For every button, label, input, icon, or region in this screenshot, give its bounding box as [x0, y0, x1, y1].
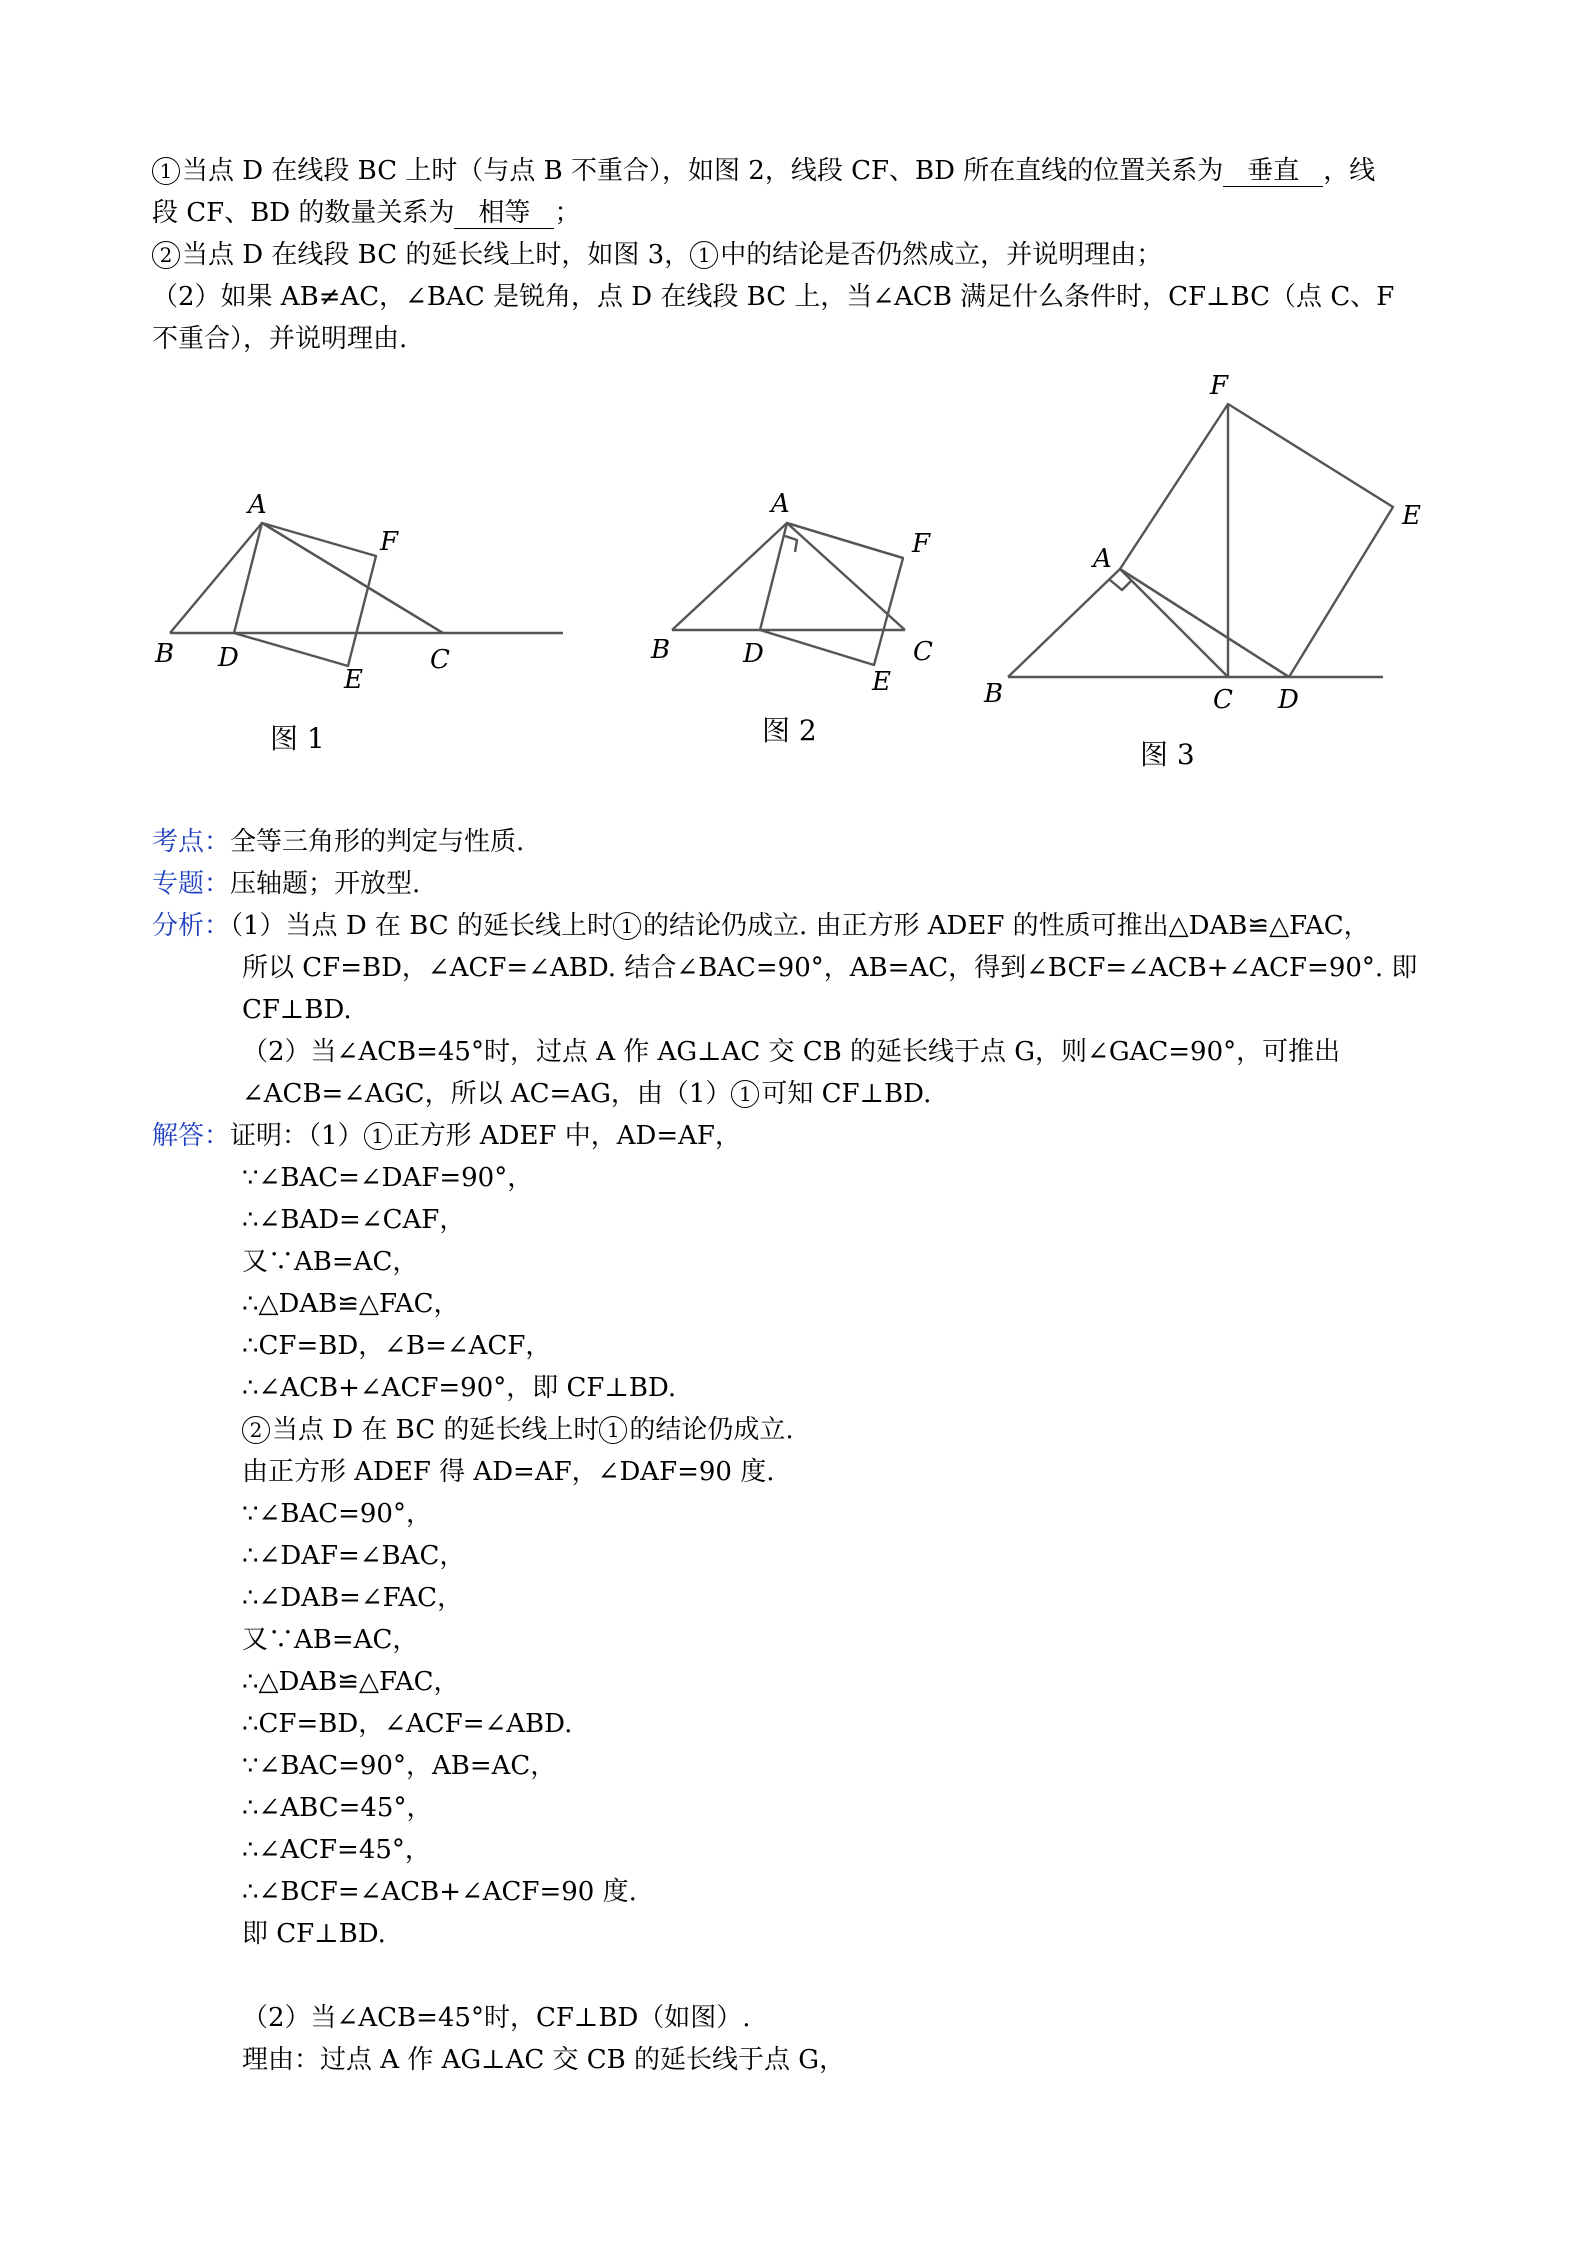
circled-number: 2 — [152, 241, 180, 269]
fig1-label-C: C — [430, 645, 450, 675]
circled-number: 2 — [242, 1416, 270, 1444]
fig3-caption: 图 3 — [1140, 738, 1195, 771]
text: 证明：（1） — [230, 1121, 364, 1151]
fig3-label-C: C — [1213, 685, 1233, 715]
solution-line: ∴△DAB≌△FAC， — [242, 1667, 460, 1697]
answer-blank-1: 垂直 — [1223, 156, 1323, 187]
solution-line — [242, 1413, 794, 1447]
fenxi-label: 分析： — [152, 911, 231, 941]
solution-line: 又∵AB=AC， — [242, 1247, 419, 1277]
answer-blank-2: 相等 — [454, 198, 554, 229]
solution-line: ∴∠ACB+∠ACF=90°，即 CF⊥BD. — [242, 1373, 677, 1403]
fig2-caption: 图 2 — [762, 714, 817, 747]
jieda-label: 解答： — [152, 1121, 231, 1151]
zhuanti-label: 专题： — [152, 869, 231, 899]
solution-line: ∴∠ABC=45°， — [242, 1793, 433, 1823]
fig2-label-E: E — [872, 667, 891, 697]
text: ，线 — [1323, 156, 1376, 186]
solution-line: ∴CF=BD，∠ACF=∠ABD. — [242, 1709, 573, 1739]
figure-3 — [1008, 404, 1393, 677]
fig3-label-B: B — [984, 679, 1004, 709]
fig2-label-C: C — [913, 637, 933, 667]
text: 当点 D 在线段 BC 的延长线上时，如图 3， — [182, 240, 691, 270]
solution-line: 理由：过点 A 作 AG⊥AC 交 CB 的延长线于点 G， — [242, 2045, 846, 2075]
zhuanti-line — [152, 867, 420, 901]
circled-number: 1 — [731, 1080, 759, 1108]
solution-line: ∴∠ACF=45°， — [242, 1835, 431, 1865]
solution-line: 由正方形 ADEF 得 AD=AF，∠DAF=90 度. — [242, 1457, 775, 1487]
fenxi-line-5 — [242, 1077, 931, 1111]
figure-2 — [672, 523, 905, 665]
fig3-label-D: D — [1278, 685, 1299, 715]
text: 当点 D 在 BC 的延长线上时 — [272, 1415, 600, 1445]
fenxi-line-1 — [152, 909, 1370, 943]
problem-line-4: （2）如果 AB≠AC，∠BAC 是锐角，点 D 在线段 BC 上，当∠ACB 满足什么条件时，CF⊥BC（点 C、F — [152, 282, 1395, 312]
solution-line: 即 CF⊥BD. — [242, 1919, 386, 1949]
text: 中的结论是否仍然成立，并说明理由； — [720, 240, 1163, 270]
fenxi-line-2: 所以 CF=BD，∠ACF=∠ABD. 结合∠BAC=90°，AB=AC，得到∠BCF=∠ACB+∠ACF=90°. 即 — [242, 953, 1418, 983]
circled-number: 1 — [364, 1122, 392, 1150]
text: ； — [554, 198, 581, 228]
solution-line: ∴∠DAF=∠BAC， — [242, 1541, 466, 1571]
fig2-label-B: B — [651, 635, 671, 665]
fenxi-line-4: （2）当∠ACB=45°时，过点 A 作 AG⊥AC 交 CB 的延长线于点 G，则∠GAC=90°，可推出 — [242, 1037, 1341, 1067]
kaodian-text: 全等三角形的判定与性质. — [230, 827, 525, 857]
fig1-label-A: A — [248, 490, 267, 520]
fig3-label-E: E — [1402, 501, 1421, 531]
text: 的结论仍成立. 由正方形 ADEF 的性质可推出△DAB≌△FAC， — [642, 911, 1370, 941]
fig3-label-A: A — [1093, 544, 1112, 574]
solution-line: ∴∠BCF=∠ACB+∠ACF=90 度. — [242, 1877, 637, 1907]
jieda-line-1 — [152, 1119, 741, 1153]
text: 正方形 ADEF 中，AD=AF， — [393, 1121, 741, 1151]
circled-number: 1 — [152, 157, 180, 185]
text: 当点 D 在线段 BC 上时（与点 B 不重合），如图 2，线段 CF、BD 所在直线的位置关系为 — [182, 156, 1224, 186]
solution-line: 又∵AB=AC， — [242, 1625, 419, 1655]
text: （1）当点 D 在 BC 的延长线上时 — [230, 911, 613, 941]
circled-number: 1 — [613, 912, 641, 940]
fig2-label-A: A — [771, 489, 790, 519]
solution-line: ∴∠BAD=∠CAF， — [242, 1205, 466, 1235]
fig1-label-F: F — [380, 527, 399, 557]
geometry-figures — [0, 0, 1587, 820]
solution-line: ∴CF=BD，∠B=∠ACF， — [242, 1331, 552, 1361]
text: ∠ACB=∠AGC，所以 AC=AG，由（1） — [242, 1079, 732, 1109]
circled-number: 1 — [599, 1416, 627, 1444]
fig2-label-D: D — [743, 639, 764, 669]
fig1-caption: 图 1 — [270, 722, 325, 755]
fig1-label-B: B — [155, 639, 175, 669]
solution-line: ∵∠BAC=∠DAF=90°， — [242, 1163, 534, 1193]
solution-line: （2）当∠ACB=45°时，CF⊥BD（如图）. — [242, 2003, 751, 2033]
text: 段 CF、BD 的数量关系为 — [152, 198, 455, 228]
solution-line: ∵∠BAC=90°，AB=AC， — [242, 1751, 557, 1781]
solution-line: ∵∠BAC=90°， — [242, 1499, 432, 1529]
circled-number: 1 — [690, 241, 718, 269]
text: 的结论仍成立. — [629, 1415, 794, 1445]
problem-line-5: 不重合），并说明理由. — [152, 324, 408, 354]
fenxi-line-3: CF⊥BD. — [242, 995, 352, 1025]
solution-line: ∴△DAB≌△FAC， — [242, 1289, 460, 1319]
kaodian-line — [152, 825, 524, 859]
fig3-label-F: F — [1210, 371, 1229, 401]
solution-line: ∴∠DAB=∠FAC， — [242, 1583, 464, 1613]
zhuanti-text: 压轴题；开放型. — [230, 869, 421, 899]
fig2-label-F: F — [912, 529, 931, 559]
fig1-label-D: D — [218, 643, 239, 673]
text: 可知 CF⊥BD. — [761, 1079, 932, 1109]
kaodian-label: 考点： — [152, 827, 231, 857]
fig1-label-E: E — [344, 665, 363, 695]
